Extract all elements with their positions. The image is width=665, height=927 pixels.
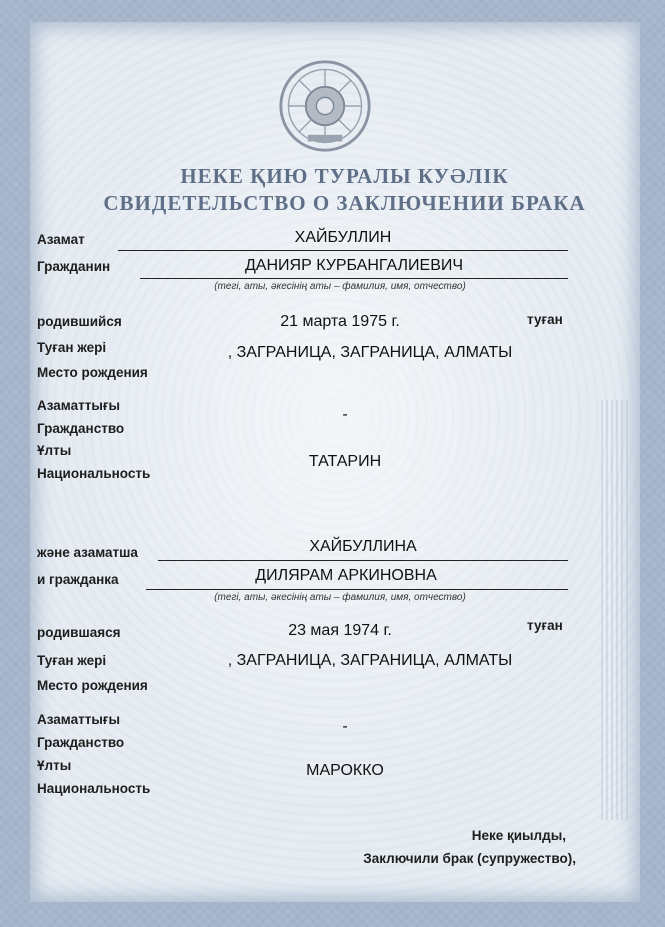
bride-surname: ХАЙБУЛЛИНА: [309, 538, 417, 555]
name-hint: (тегі, аты, әкесінің аты – фамилия, имя, отчество): [214, 592, 466, 603]
label-nationality-kz: Ұлты: [37, 443, 72, 458]
underline: [158, 560, 568, 561]
label-citizeness-ru: и гражданка: [37, 572, 119, 587]
footer-ru: Заключили брак (супружество),: [363, 851, 576, 866]
title-kz: НЕКЕ ҚИЮ ТУРАЛЫ КУӘЛІК: [180, 164, 509, 188]
groom-name: ДАНИЯР КУРБАНГАЛИЕВИЧ: [244, 257, 464, 274]
bride-birth-date: 23 мая 1974 г.: [288, 622, 392, 639]
label-nationality-ru: Национальность: [37, 781, 151, 796]
name-hint: (тегі, аты, әкесінің аты – фамилия, имя, отчество): [214, 281, 466, 292]
bride-birthplace: , ЗАГРАНИЦА, ЗАГРАНИЦА, АЛМАТЫ: [227, 652, 513, 669]
label-birthplace-kz: Туған жері: [37, 653, 107, 668]
underline: [118, 250, 568, 251]
label-nationality-kz: Ұлты: [37, 758, 72, 773]
label-birthplace-ru: Место рождения: [37, 678, 148, 693]
footer-kz: Неке қиылды,: [471, 828, 566, 843]
label-citizen-kz: Азамат: [37, 232, 85, 247]
bride-name: ДИЛЯРАМ АРКИНОВНА: [255, 567, 437, 584]
title-ru: СВИДЕТЕЛЬСТВО О ЗАКЛЮЧЕНИИ БРАКА: [103, 191, 586, 215]
label-citizen-ru: Гражданин: [37, 259, 111, 274]
label-birthplace-ru: Место рождения: [37, 365, 148, 380]
bride-nationality: МАРОККО: [306, 762, 384, 779]
label-citizenship-ru: Гражданство: [37, 421, 125, 436]
label-citizenship-ru: Гражданство: [37, 735, 125, 750]
label-birthplace-kz: Туған жері: [37, 340, 107, 355]
label-born: родившаяся: [37, 625, 121, 640]
bride-citizenship: -: [342, 718, 348, 735]
groom-nationality: ТАТАРИН: [308, 453, 382, 470]
groom-birthplace: , ЗАГРАНИЦА, ЗАГРАНИЦА, АЛМАТЫ: [227, 344, 513, 361]
label-born-kz: туған: [527, 618, 563, 633]
label-born: родившийся: [37, 314, 122, 329]
label-citizenship-kz: Азаматтығы: [37, 712, 121, 727]
groom-birth-date: 21 марта 1975 г.: [280, 313, 400, 330]
state-emblem-icon: [277, 58, 373, 154]
decorative-column: [601, 400, 631, 820]
label-citizenship-kz: Азаматтығы: [37, 398, 121, 413]
label-nationality-ru: Национальность: [37, 466, 151, 481]
groom-surname: ХАЙБУЛЛИН: [294, 229, 392, 246]
groom-citizenship: -: [342, 406, 348, 423]
label-born-kz: туған: [527, 312, 563, 327]
label-citizeness-kz: және азаматша: [37, 545, 138, 560]
underline: [140, 278, 568, 279]
underline: [146, 589, 568, 590]
